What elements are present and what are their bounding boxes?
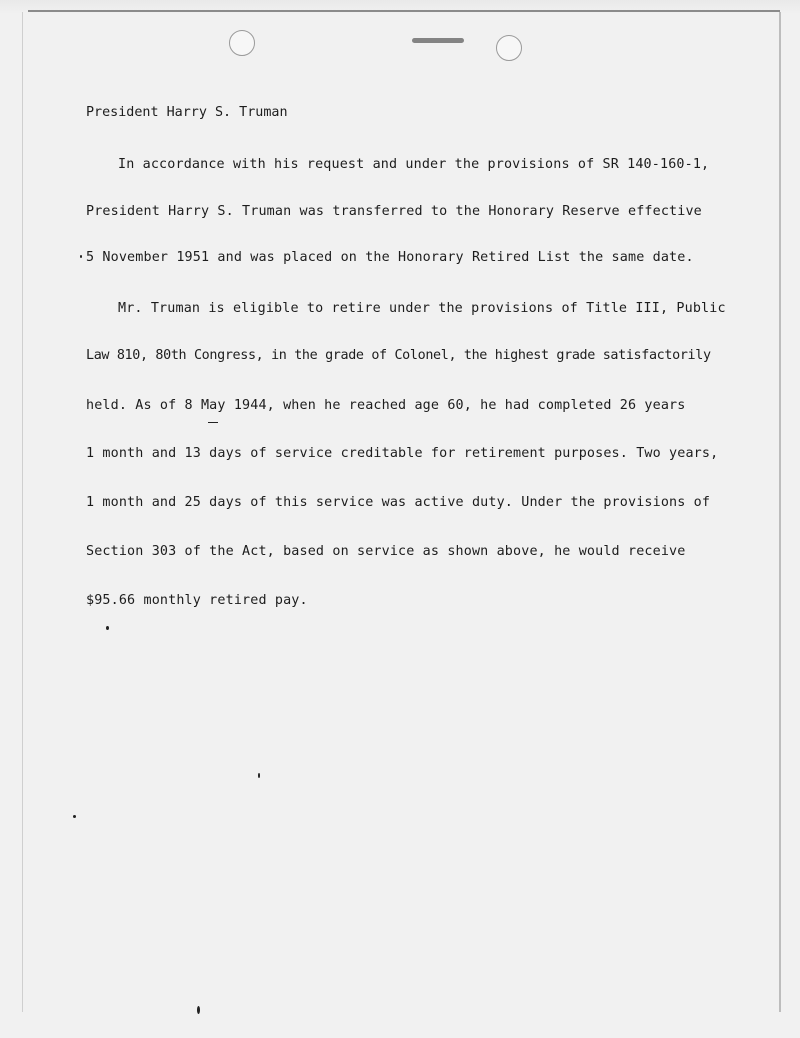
ink-speck [73,815,76,818]
paragraph-2-line-2: Law 810, 80th Congress, in the grade of Colonel, the highest grade satisfactorily [86,348,711,363]
ink-smudge [412,38,464,43]
right-page-edge [779,12,781,1012]
paragraph-1-line-2: President Harry S. Truman was transferred to the Honorary Reserve effective [86,204,702,219]
ink-speck [258,773,260,778]
paragraph-1-line-3: 5 November 1951 and was placed on the Honorary Retired List the same date. [86,250,694,265]
paragraph-1-line-1: In accordance with his request and under the provisions of SR 140-160-1, [118,157,710,172]
punch-hole-left [229,30,255,56]
ink-speck [106,626,109,630]
left-page-edge [22,12,23,1012]
paragraph-2-line-7: $95.66 monthly retired pay. [86,593,308,608]
paragraph-2-line-5: 1 month and 25 days of this service was active duty. Under the provisions of [86,495,711,510]
paragraph-2-line-1: Mr. Truman is eligible to retire under the provisions of Title III, Public [118,301,726,316]
punch-hole-right [496,35,522,61]
addressee-line: President Harry S. Truman [86,105,288,120]
paragraph-2-line-4: 1 month and 13 days of service creditable for retirement purposes. Two years, [86,446,719,461]
paragraph-2-line-3: held. As of 8 May 1944, when he reached age 60, he had completed 26 years [86,398,686,413]
ink-speck [208,422,218,423]
ink-speck [197,1006,200,1014]
ink-speck [80,255,82,258]
top-rule [28,10,780,12]
paragraph-2-line-6: Section 303 of the Act, based on service as shown above, he would receive [86,544,686,559]
